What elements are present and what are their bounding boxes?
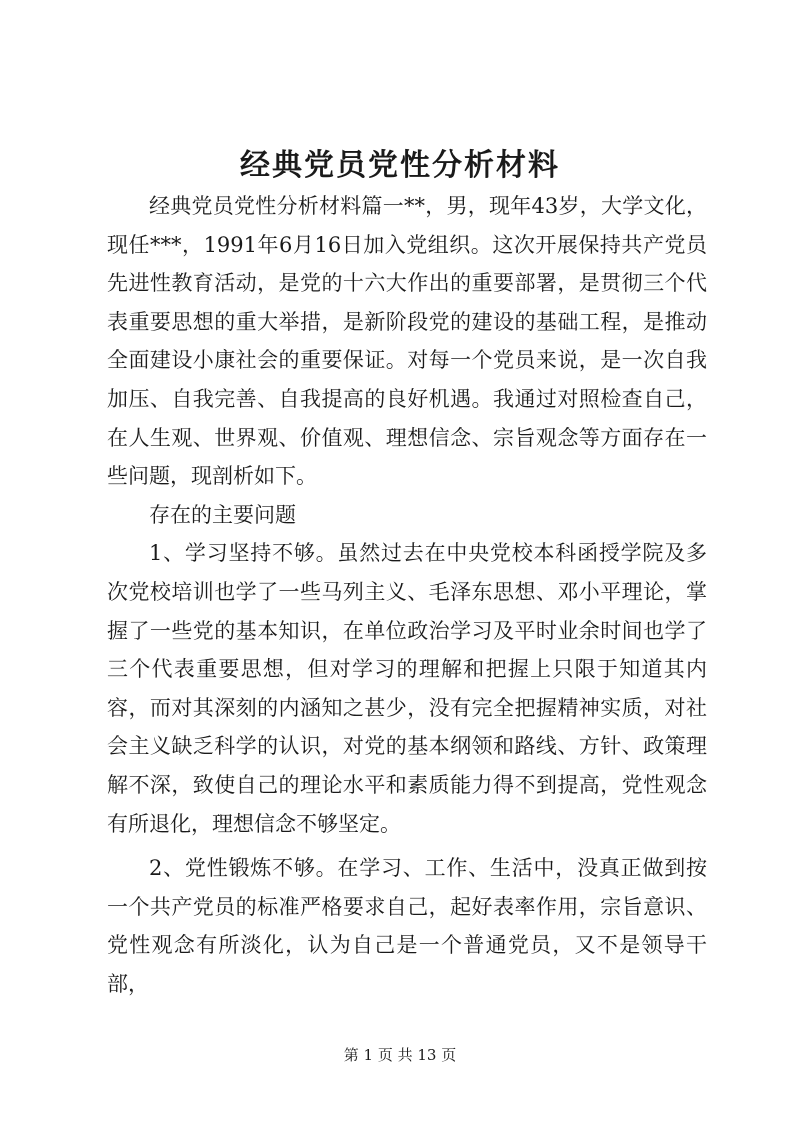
document-body [107, 187, 707, 1003]
document-title: 经典党员党性分析材料 [240, 148, 560, 183]
section-heading: 存在的主要问题 [149, 502, 296, 527]
paragraph-issue-2: 2、党性锻炼不够。在学习、工作、生活中，没真正做到按一个共产党员的标准严格要求自己，起好表率作用，宗旨意识、党性观念有所淡化，认为自己是一个普通党员，又不是领导干部， [107, 856, 707, 996]
paragraph-issue-1: 1、学习坚持不够。虽然过去在中央党校本科函授学院及多次党校培训也学了一些马列主义、毛泽东思想、邓小平理论，掌握了一些党的基本知识，在单位政治学习及平时业余时间也学了三个代表重要思想，但对学习的理解和把握上只限于知道其内容，而对其深刻的内涵知之甚少，没有完全把握精神实质，对社会主义缺乏科学的认识，对党的基本纲领和路线、方针、政策理解不深，致使自己的理论水平和素质能力得不到提高，党性观念有所退化，理想信念不够坚定。 [107, 541, 707, 836]
paragraph-intro: 经典党员党性分析材料篇一**，男，现年43岁，大学文化，现任***，1991年6月16日加入党组织。这次开展保持共产党员先进性教育活动，是党的十六大作出的重要部署，是贯彻三个代表重要思想的重大举措，是新阶段党的建设的基础工程，是推动全面建设小康社会的重要保证。对每一个党员来说，是一次自我加压、自我完善、自我提高的良好机遇。我通过对照检查自己，在人生观、世界观、价值观、理想信念、宗旨观念等方面存在一些问题，现剖析如下。 [107, 194, 707, 489]
page-number-footer: 第 1 页 共 13 页 [343, 1046, 457, 1064]
